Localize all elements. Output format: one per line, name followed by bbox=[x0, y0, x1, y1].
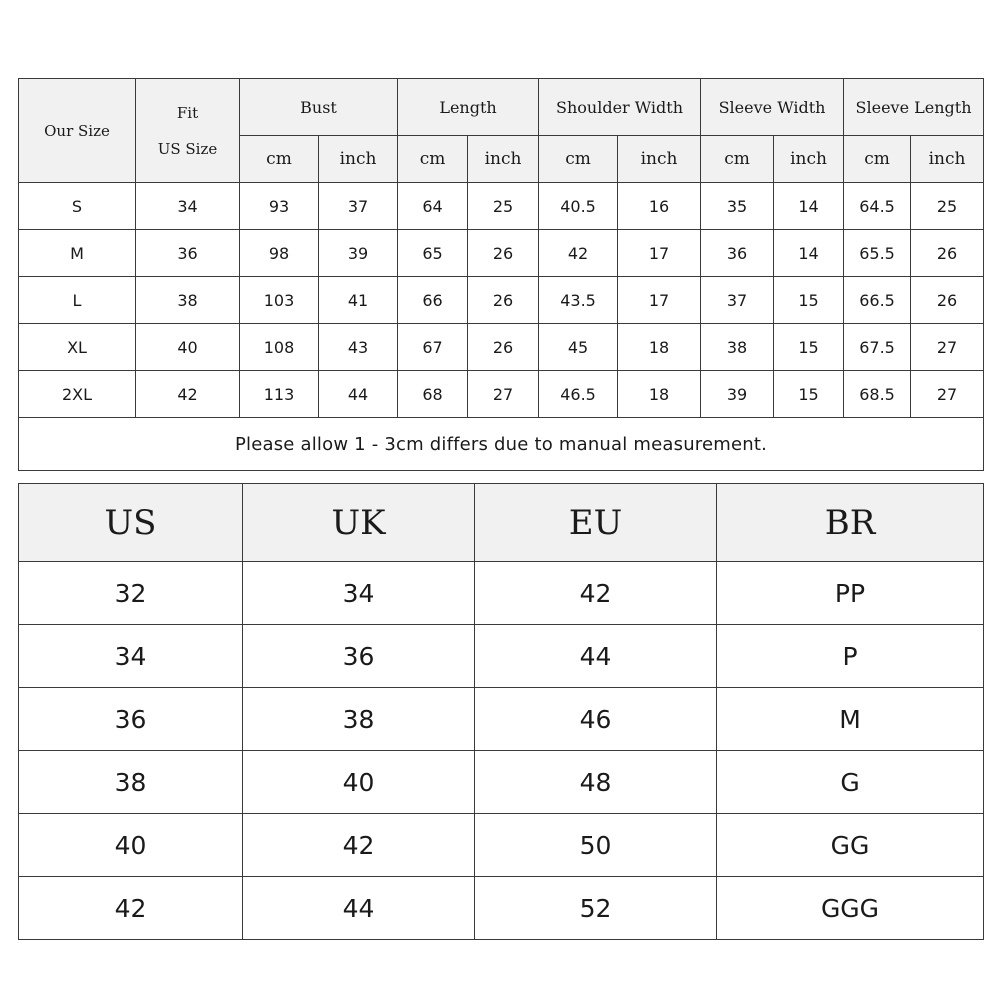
shoulder-inch-cell: 17 bbox=[618, 277, 701, 324]
header-bust: Bust bbox=[240, 79, 398, 136]
br-cell: M bbox=[717, 688, 984, 751]
bust-cm-cell: 98 bbox=[240, 230, 319, 277]
sleeve-length-inch-cell: 26 bbox=[911, 230, 984, 277]
eu-cell: 48 bbox=[475, 751, 717, 814]
unit-cm: cm bbox=[539, 136, 618, 183]
br-cell: GGG bbox=[717, 877, 984, 940]
header-us: US bbox=[19, 484, 243, 562]
bust-cm-cell: 108 bbox=[240, 324, 319, 371]
sleeve-width-cm-cell: 35 bbox=[701, 183, 774, 230]
sleeve-length-cm-cell: 66.5 bbox=[844, 277, 911, 324]
header-fit-label: Fit bbox=[176, 103, 199, 122]
header-sleeve-length: Sleeve Length bbox=[844, 79, 984, 136]
eu-cell: 44 bbox=[475, 625, 717, 688]
us-cell: 32 bbox=[19, 562, 243, 625]
us-cell: 40 bbox=[19, 814, 243, 877]
conversion-header-row bbox=[19, 484, 984, 562]
measurement-note: Please allow 1 - 3cm differs due to manual measurement. bbox=[19, 418, 984, 471]
length-inch-cell: 26 bbox=[468, 324, 539, 371]
size-chart-table bbox=[18, 78, 984, 471]
sleeve-length-cm-cell: 67.5 bbox=[844, 324, 911, 371]
unit-inch: inch bbox=[618, 136, 701, 183]
unit-inch: inch bbox=[319, 136, 398, 183]
header-sleeve-width: Sleeve Width bbox=[701, 79, 844, 136]
sleeve-width-cm-cell: 37 bbox=[701, 277, 774, 324]
shoulder-cm-cell: 45 bbox=[539, 324, 618, 371]
table-row bbox=[19, 688, 984, 751]
table-row bbox=[19, 183, 984, 230]
header-our-size: Our Size bbox=[19, 79, 136, 183]
length-cm-cell: 65 bbox=[398, 230, 468, 277]
note-row bbox=[19, 418, 984, 471]
table-row bbox=[19, 751, 984, 814]
length-inch-cell: 26 bbox=[468, 277, 539, 324]
shoulder-inch-cell: 16 bbox=[618, 183, 701, 230]
sleeve-width-inch-cell: 14 bbox=[774, 183, 844, 230]
unit-inch: inch bbox=[911, 136, 984, 183]
unit-cm: cm bbox=[240, 136, 319, 183]
us-size-cell: 34 bbox=[136, 183, 240, 230]
br-cell: PP bbox=[717, 562, 984, 625]
eu-cell: 52 bbox=[475, 877, 717, 940]
us-size-cell: 38 bbox=[136, 277, 240, 324]
length-inch-cell: 25 bbox=[468, 183, 539, 230]
bust-inch-cell: 37 bbox=[319, 183, 398, 230]
header-uk: UK bbox=[243, 484, 475, 562]
sleeve-width-cm-cell: 38 bbox=[701, 324, 774, 371]
size-label-cell: XL bbox=[19, 324, 136, 371]
length-inch-cell: 27 bbox=[468, 371, 539, 418]
unit-inch: inch bbox=[774, 136, 844, 183]
size-label-cell: S bbox=[19, 183, 136, 230]
table-row bbox=[19, 371, 984, 418]
br-cell: G bbox=[717, 751, 984, 814]
br-cell: GG bbox=[717, 814, 984, 877]
us-size-cell: 42 bbox=[136, 371, 240, 418]
bust-cm-cell: 93 bbox=[240, 183, 319, 230]
sleeve-width-inch-cell: 15 bbox=[774, 324, 844, 371]
unit-inch: inch bbox=[468, 136, 539, 183]
unit-cm: cm bbox=[844, 136, 911, 183]
shoulder-cm-cell: 43.5 bbox=[539, 277, 618, 324]
eu-cell: 46 bbox=[475, 688, 717, 751]
us-cell: 34 bbox=[19, 625, 243, 688]
length-cm-cell: 66 bbox=[398, 277, 468, 324]
shoulder-inch-cell: 18 bbox=[618, 324, 701, 371]
length-cm-cell: 64 bbox=[398, 183, 468, 230]
uk-cell: 40 bbox=[243, 751, 475, 814]
size-label-cell: M bbox=[19, 230, 136, 277]
header-length: Length bbox=[398, 79, 539, 136]
table-row bbox=[19, 877, 984, 940]
us-size-cell: 40 bbox=[136, 324, 240, 371]
sleeve-width-cm-cell: 36 bbox=[701, 230, 774, 277]
header-shoulder-width: Shoulder Width bbox=[539, 79, 701, 136]
sleeve-width-inch-cell: 15 bbox=[774, 371, 844, 418]
table-row bbox=[19, 814, 984, 877]
size-conversion-table bbox=[18, 483, 984, 940]
us-size-cell: 36 bbox=[136, 230, 240, 277]
shoulder-cm-cell: 40.5 bbox=[539, 183, 618, 230]
eu-cell: 50 bbox=[475, 814, 717, 877]
uk-cell: 38 bbox=[243, 688, 475, 751]
table-row bbox=[19, 324, 984, 371]
table-row bbox=[19, 277, 984, 324]
uk-cell: 42 bbox=[243, 814, 475, 877]
sleeve-length-cm-cell: 64.5 bbox=[844, 183, 911, 230]
sleeve-length-inch-cell: 25 bbox=[911, 183, 984, 230]
sleeve-width-inch-cell: 15 bbox=[774, 277, 844, 324]
bust-inch-cell: 39 bbox=[319, 230, 398, 277]
bust-inch-cell: 43 bbox=[319, 324, 398, 371]
us-cell: 42 bbox=[19, 877, 243, 940]
sleeve-length-cm-cell: 65.5 bbox=[844, 230, 911, 277]
us-cell: 38 bbox=[19, 751, 243, 814]
sleeve-length-cm-cell: 68.5 bbox=[844, 371, 911, 418]
length-inch-cell: 26 bbox=[468, 230, 539, 277]
size-label-cell: 2XL bbox=[19, 371, 136, 418]
size-label-cell: L bbox=[19, 277, 136, 324]
length-cm-cell: 68 bbox=[398, 371, 468, 418]
uk-cell: 44 bbox=[243, 877, 475, 940]
bust-cm-cell: 113 bbox=[240, 371, 319, 418]
br-cell: P bbox=[717, 625, 984, 688]
header-fit-us-size bbox=[136, 79, 240, 183]
sleeve-length-inch-cell: 27 bbox=[911, 371, 984, 418]
shoulder-inch-cell: 18 bbox=[618, 371, 701, 418]
sleeve-width-inch-cell: 14 bbox=[774, 230, 844, 277]
unit-cm: cm bbox=[701, 136, 774, 183]
shoulder-cm-cell: 46.5 bbox=[539, 371, 618, 418]
uk-cell: 34 bbox=[243, 562, 475, 625]
length-cm-cell: 67 bbox=[398, 324, 468, 371]
bust-inch-cell: 44 bbox=[319, 371, 398, 418]
header-us-size-label: US Size bbox=[157, 139, 218, 158]
shoulder-inch-cell: 17 bbox=[618, 230, 701, 277]
sleeve-width-cm-cell: 39 bbox=[701, 371, 774, 418]
header-eu: EU bbox=[475, 484, 717, 562]
table-row bbox=[19, 230, 984, 277]
bust-inch-cell: 41 bbox=[319, 277, 398, 324]
table-row bbox=[19, 625, 984, 688]
sleeve-length-inch-cell: 26 bbox=[911, 277, 984, 324]
sleeve-length-inch-cell: 27 bbox=[911, 324, 984, 371]
shoulder-cm-cell: 42 bbox=[539, 230, 618, 277]
eu-cell: 42 bbox=[475, 562, 717, 625]
bust-cm-cell: 103 bbox=[240, 277, 319, 324]
table-row bbox=[19, 562, 984, 625]
header-br: BR bbox=[717, 484, 984, 562]
us-cell: 36 bbox=[19, 688, 243, 751]
uk-cell: 36 bbox=[243, 625, 475, 688]
unit-cm: cm bbox=[398, 136, 468, 183]
